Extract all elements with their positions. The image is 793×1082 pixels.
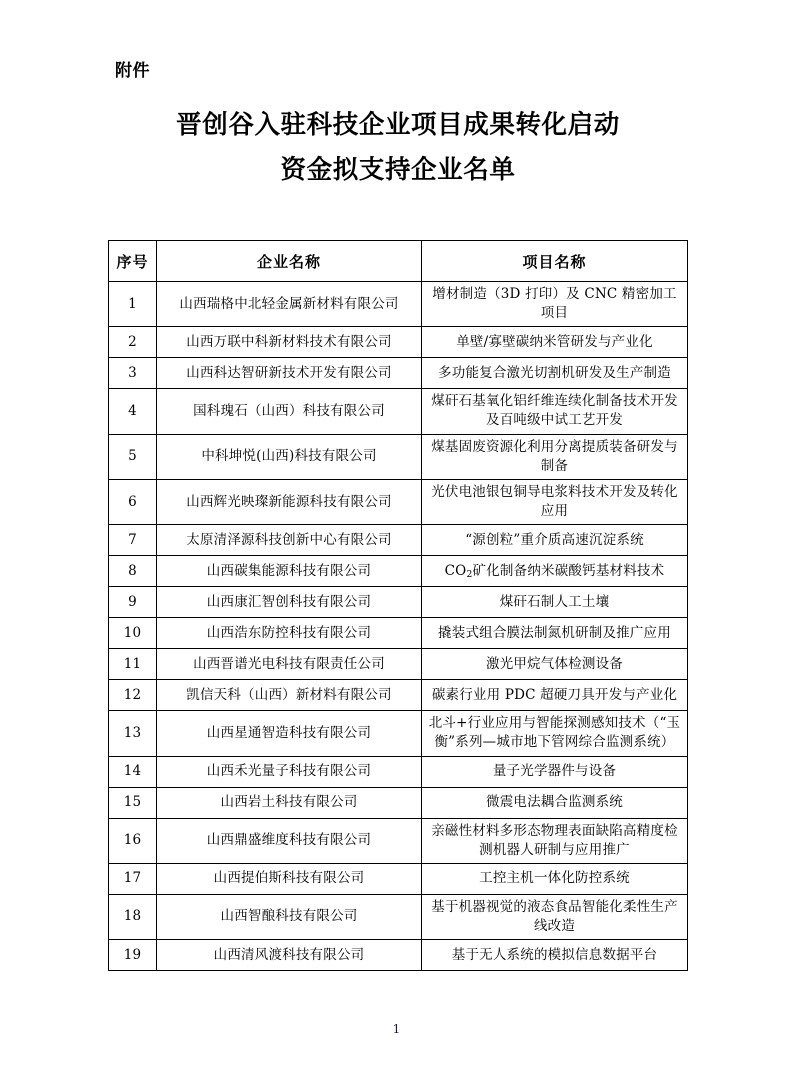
table-row — [109, 556, 688, 587]
cell-company-name: 山西碳集能源科技有限公司 — [157, 556, 422, 587]
cell-company-name: 山西清风渡科技有限公司 — [157, 940, 422, 971]
table-row — [109, 282, 688, 327]
company-list-table — [108, 240, 688, 971]
table-row — [109, 358, 688, 389]
column-header-project: 项目名称 — [422, 241, 688, 282]
cell-company-name: 山西康汇智创科技有限公司 — [157, 587, 422, 618]
cell-project-name: 煤矸石制人工土壤 — [422, 587, 688, 618]
cell-project-name: 基于无人系统的模拟信息数据平台 — [422, 940, 688, 971]
attachment-label: 附件 — [115, 61, 150, 81]
cell-no: 14 — [109, 756, 157, 787]
cell-no: 10 — [109, 618, 157, 649]
page-title — [108, 103, 688, 194]
table-row — [109, 649, 688, 680]
cell-project-name: 量子光学器件与设备 — [422, 756, 688, 787]
table-row — [109, 525, 688, 556]
cell-no: 15 — [109, 787, 157, 818]
cell-company-name: 山西智酿科技有限公司 — [157, 894, 422, 939]
cell-company-name: 凯信天科（山西）新材料有限公司 — [157, 680, 422, 711]
table-row — [109, 618, 688, 649]
table-row — [109, 434, 688, 479]
page-title-line-2: 资金拟支持企业名单 — [280, 155, 516, 186]
cell-project-name: $CO_2$矿化制备纳米碳酸钙基材料技术 — [422, 556, 688, 587]
cell-no: 4 — [109, 389, 157, 434]
cell-project-name: 单壁/寡壁碳纳米管研发与产业化 — [422, 327, 688, 358]
cell-no: 11 — [109, 649, 157, 680]
cell-project-name: 微震电法耦合监测系统 — [422, 787, 688, 818]
table-row — [109, 787, 688, 818]
cell-company-name: 山西禾光量子科技有限公司 — [157, 756, 422, 787]
table-row — [109, 479, 688, 524]
cell-company-name: 山西万联中科新材料技术有限公司 — [157, 327, 422, 358]
table-row — [109, 940, 688, 971]
cell-project-name: 煤基固废资源化利用分离提质装备研发与制备 — [422, 434, 688, 479]
cell-project-name: 多功能复合激光切割机研发及生产制造 — [422, 358, 688, 389]
table-row — [109, 818, 688, 863]
cell-company-name: 中科坤悦(山西)科技有限公司 — [157, 434, 422, 479]
table-row — [109, 894, 688, 939]
column-header-company: 企业名称 — [157, 241, 422, 282]
cell-no: 17 — [109, 863, 157, 894]
cell-no: 6 — [109, 479, 157, 524]
table-row — [109, 389, 688, 434]
cell-company-name: 山西星通智造科技有限公司 — [157, 711, 422, 756]
cell-company-name: 山西岩土科技有限公司 — [157, 787, 422, 818]
cell-no: 13 — [109, 711, 157, 756]
cell-project-name: 撬装式组合膜法制氮机研制及推广应用 — [422, 618, 688, 649]
cell-no: 9 — [109, 587, 157, 618]
table-row — [109, 680, 688, 711]
cell-no: 3 — [109, 358, 157, 389]
cell-no: 16 — [109, 818, 157, 863]
cell-company-name: 山西晋谱光电科技有限责任公司 — [157, 649, 422, 680]
table-body — [109, 282, 688, 971]
cell-project-name: 增材制造（3D 打印）及 CNC 精密加工项目 — [422, 282, 688, 327]
table-row — [109, 711, 688, 756]
cell-no: 7 — [109, 525, 157, 556]
cell-no: 19 — [109, 940, 157, 971]
cell-company-name: 山西鼎盛维度科技有限公司 — [157, 818, 422, 863]
table-row — [109, 756, 688, 787]
page-title-line-1: 晋创谷入驻科技企业项目成果转化启动 — [176, 110, 620, 140]
cell-no: 5 — [109, 434, 157, 479]
column-header-no: 序号 — [109, 241, 157, 282]
cell-project-name: 激光甲烷气体检测设备 — [422, 649, 688, 680]
cell-project-name: 北斗+行业应用与智能探测感知技术（“玉衡”系列—城市地下管网综合监测系统） — [422, 711, 688, 756]
cell-no: 8 — [109, 556, 157, 587]
cell-project-name: 煤矸石基氧化铝纤维连续化制备技术开发及百吨级中试工艺开发 — [422, 389, 688, 434]
company-list-table-container — [108, 240, 687, 971]
cell-no: 2 — [109, 327, 157, 358]
cell-company-name: 山西提伯斯科技有限公司 — [157, 863, 422, 894]
cell-company-name: 国科瑰石（山西）科技有限公司 — [157, 389, 422, 434]
table-row — [109, 327, 688, 358]
cell-project-name: “源创粒”重介质高速沉淀系统 — [422, 525, 688, 556]
table-row — [109, 863, 688, 894]
cell-company-name: 山西辉光映璨新能源科技有限公司 — [157, 479, 422, 524]
cell-company-name: 太原清泽源科技创新中心有限公司 — [157, 525, 422, 556]
cell-no: 18 — [109, 894, 157, 939]
cell-project-name: 亲磁性材料多形态物理表面缺陷高精度检测机器人研制与应用推广 — [422, 818, 688, 863]
cell-no: 12 — [109, 680, 157, 711]
cell-company-name: 山西浩东防控科技有限公司 — [157, 618, 422, 649]
cell-project-name: 碳素行业用 PDC 超硬刀具开发与产业化 — [422, 680, 688, 711]
cell-project-name: 光伏电池银包铜导电浆料技术开发及转化应用 — [422, 479, 688, 524]
table-header-row — [109, 241, 688, 282]
cell-company-name: 山西科达智研新技术开发有限公司 — [157, 358, 422, 389]
cell-project-name: 基于机器视觉的液态食品智能化柔性生产线改造 — [422, 894, 688, 939]
cell-project-name: 工控主机一体化防控系统 — [422, 863, 688, 894]
cell-no: 1 — [109, 282, 157, 327]
cell-company-name: 山西瑞格中北轻金属新材料有限公司 — [157, 282, 422, 327]
table-header — [109, 241, 688, 282]
page-number: 1 — [392, 1022, 401, 1036]
table-row — [109, 587, 688, 618]
